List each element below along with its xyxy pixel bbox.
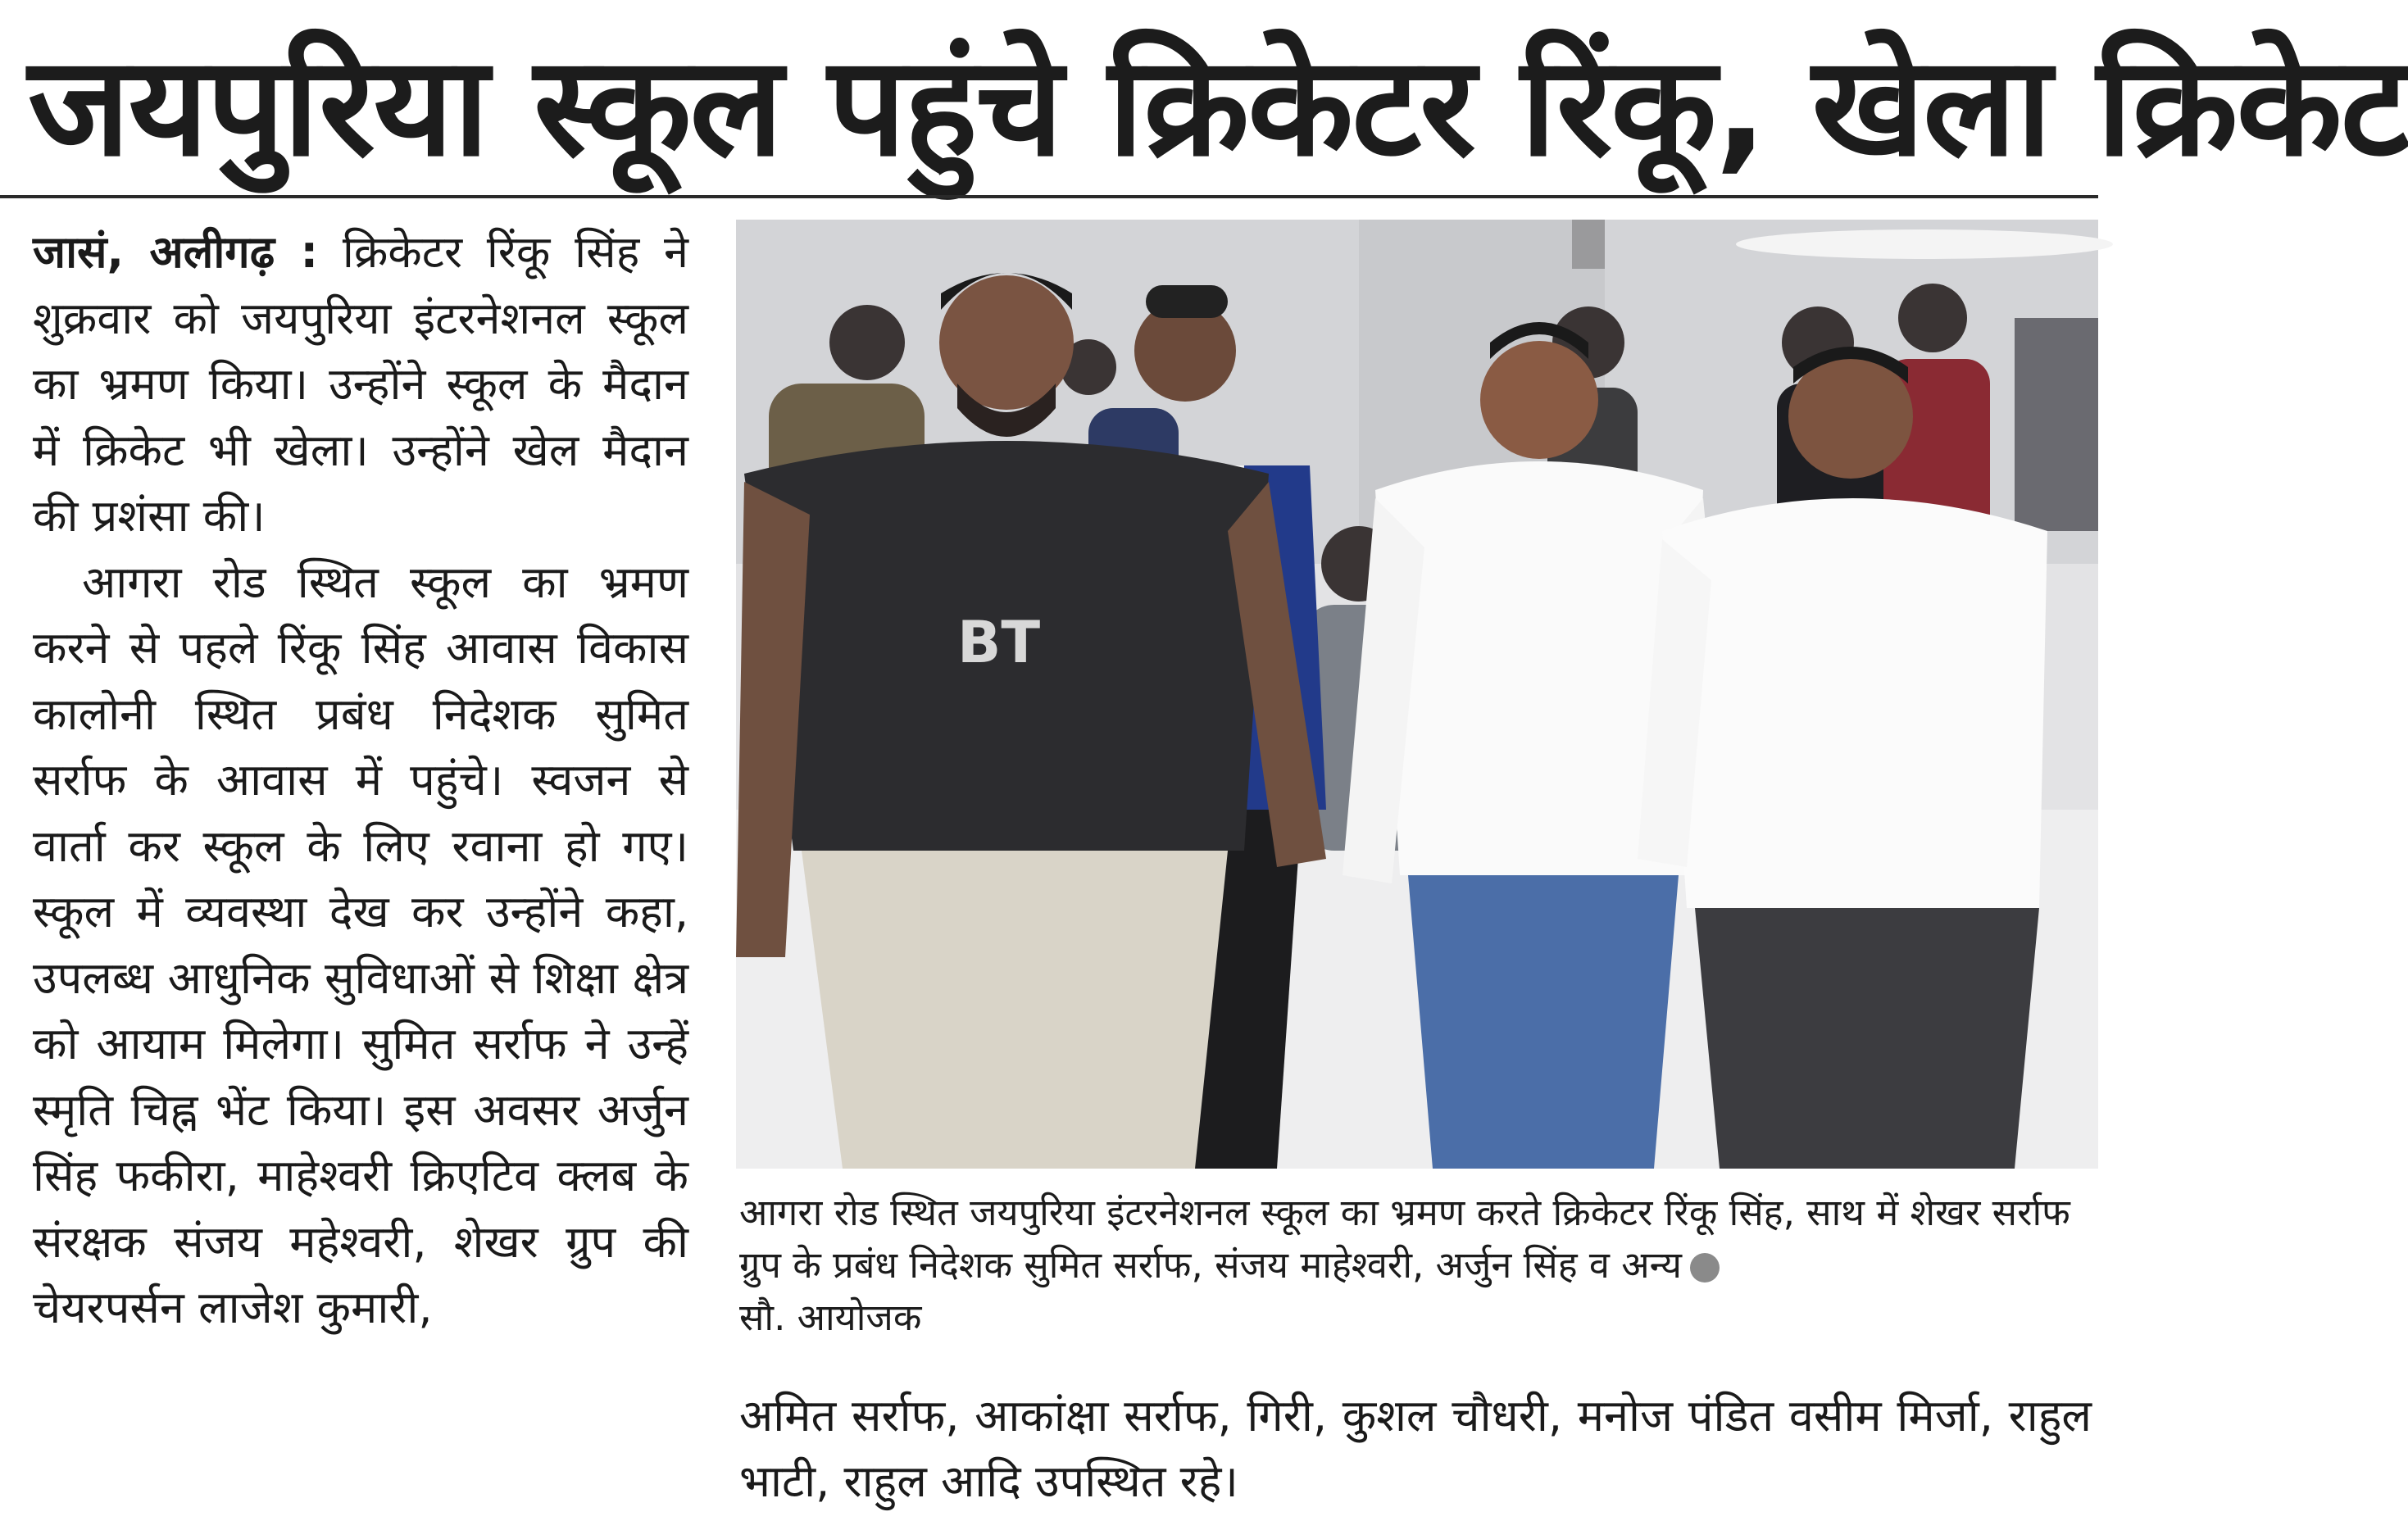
news-photo-illustration bbox=[736, 220, 2098, 1169]
photo-caption bbox=[739, 1187, 2083, 1344]
photo-caption-text: आगरा रोड स्थित जयपुरिया इंटरनेशनल स्कूल का भ्रमण करते क्रिकेटर रिंकू सिंह, साथ में शेखर सर्राफ ग्रुप के प्रबंध निदेशक सुमित सर्राफ, संजय माहेश्वरी, अर्जुन सिंह व अन्य bbox=[739, 1191, 2070, 1287]
headline: जयपुरिया स्कूल पहुंचे क्रिकेटर रिंकू, खेला क्रिकेट bbox=[28, 26, 2408, 187]
article-paragraph-2 bbox=[33, 550, 688, 1342]
news-photo bbox=[736, 220, 2098, 1169]
article-paragraph-1-text: क्रिकेटर रिंकू सिंह ने शुक्रवार को जयपुरिया इंटरनेशनल स्कूल का भ्रमण किया। उन्होंने स्कूल के मैदान में क्रिकेट भी खेला। उन्होंने खेल मैदान की प्रशंसा की। bbox=[33, 226, 688, 542]
photo-credit: सौ. आयोजक bbox=[739, 1296, 922, 1339]
bullet-dot-icon bbox=[1690, 1253, 1720, 1283]
article-column bbox=[33, 220, 688, 1523]
article-continuation: अमित सर्राफ, आकांक्षा सर्राफ, गिरी, कुशल चौधरी, मनोज पंडित वसीम मिर्जा, राहुल भाटी, राहुल आदि उपस्थित रहे। bbox=[739, 1390, 2092, 1507]
headline-rule bbox=[0, 195, 2098, 198]
dateline: जासं, अलीगढ़ : bbox=[33, 226, 319, 278]
shirt-print-text: BT bbox=[957, 609, 1041, 676]
article-paragraph-2-text: आगरा रोड स्थित स्कूल का भ्रमण करने से पहले रिंकू सिंह आवास विकास कालोनी स्थित प्रबंध निदेशक सुमित सर्राफ के आवास में पहुंचे। स्वजन से वार्ता कर स्कूल के लिए रवाना हो गए। स्कूल में व्यवस्था देख कर उन्होंने कहा, उपलब्ध आधुनिक सुविधाओं से शिक्षा क्षेत्र को आयाम मिलेगा। सुमित सर्राफ ने उन्हें स्मृति चिह्न भेंट किया। इस अवसर अर्जुन सिंह फकीरा, माहेश्वरी क्रिएटिव क्लब के संरक्षक संजय महेश्वरी, शेखर ग्रुप की चेयरपर्सन लाजेश कुमारी, bbox=[33, 556, 688, 1333]
article-paragraph-1 bbox=[33, 220, 688, 550]
